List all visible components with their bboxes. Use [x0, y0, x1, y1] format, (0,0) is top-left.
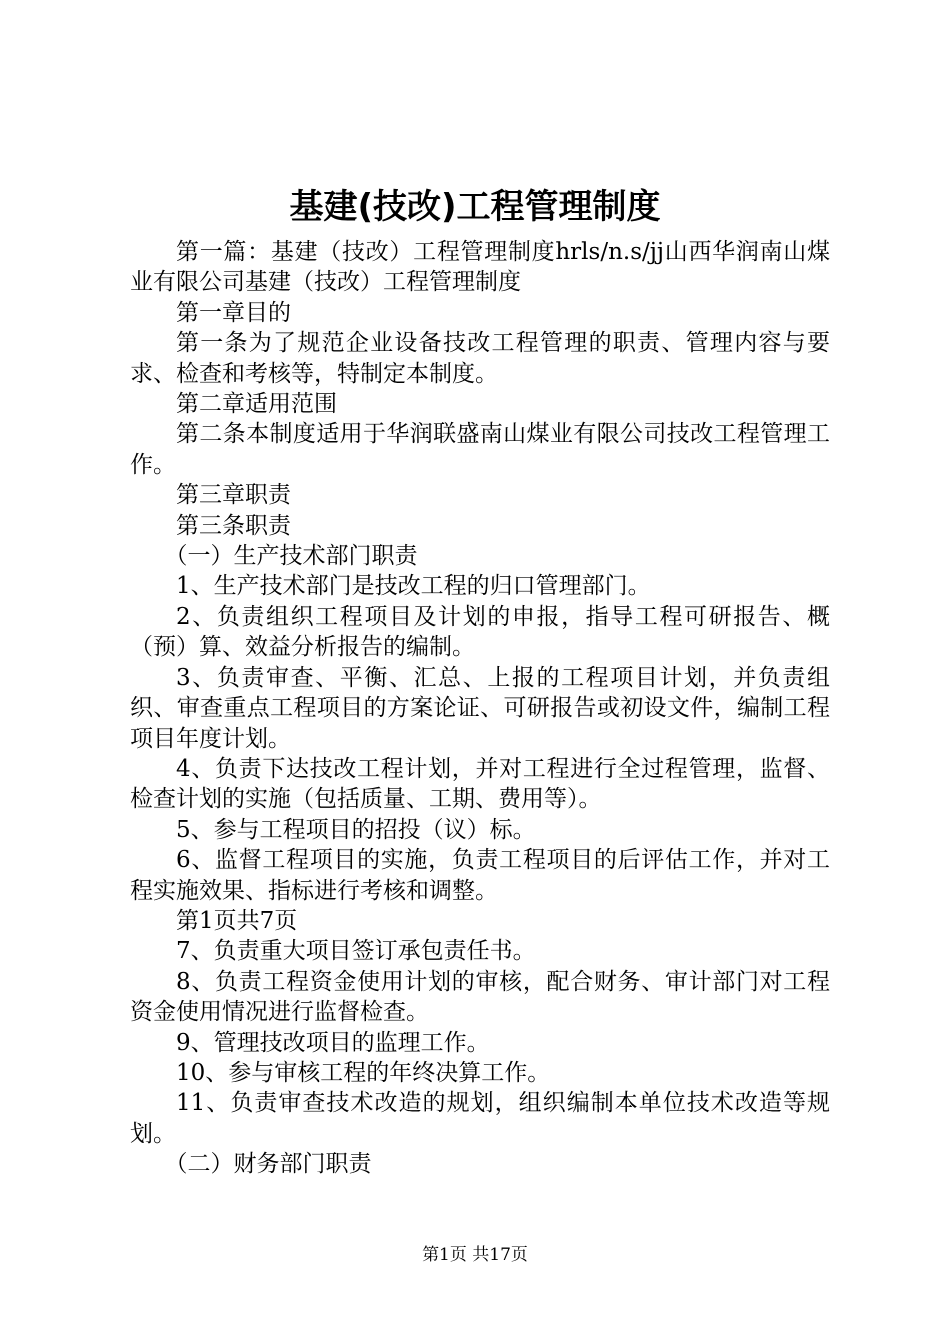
paragraph: 5、参与工程项目的招投（议）标。: [176, 816, 536, 843]
inline-page-marker: 第1页共7页: [176, 907, 298, 934]
paragraph: 6、监督工程项目的实施，负责工程项目的后评估工作，并对工程实施效果、指标进行考核和调整。: [130, 847, 830, 904]
document-body: [130, 237, 830, 1180]
paragraph: （二）财务部门职责: [164, 1151, 372, 1178]
paragraph: 7、负责重大项目签订承包责任书。: [176, 938, 536, 965]
paragraph: 2、负责组织工程项目及计划的申报，指导工程可研报告、概（预）算、效益分析报告的编制。: [130, 603, 830, 661]
page-footer: 第1页 共17页: [422, 1245, 528, 1265]
document-title: 基建(技改)工程管理制度: [289, 187, 661, 227]
paragraph: 8、负责工程资金使用计划的审核，配合财务、审计部门对工程资金使用情况进行监督检查。: [130, 968, 830, 1026]
paragraph: 第一章目的: [176, 299, 291, 326]
paragraph: （一）生产技术部门职责: [164, 543, 418, 570]
paragraph: 第三章职责: [176, 482, 291, 509]
paragraph: 第一条为了规范企业设备技改工程管理的职责、管理内容与要求、检查和考核等，特制定本制度。: [130, 330, 830, 387]
paragraph: 第一篇：基建（技改）工程管理制度hrls/n.s/jj山西华润南山煤业有限公司基建（技改）工程管理制度: [130, 239, 830, 296]
paragraph: 1、生产技术部门是技改工程的归口管理部门。: [176, 573, 651, 600]
paragraph: 10、参与审核工程的年终决算工作。: [176, 1059, 551, 1086]
paragraph: 第二章适用范围: [176, 391, 337, 418]
paragraph: 9、管理技改项目的监理工作。: [176, 1029, 490, 1056]
paragraph: 3、负责审查、平衡、汇总、上报的工程项目计划，并负责组织、审查重点工程项目的方案论证、可研报告或初设文件，编制工程项目年度计划。: [130, 664, 830, 752]
paragraph: 11、负责审查技术改造的规划，组织编制本单位技术改造等规划。: [130, 1090, 830, 1147]
paragraph: 第三条职责: [176, 512, 291, 539]
paragraph: 第二条本制度适用于华润联盛南山煤业有限公司技改工程管理工作。: [130, 421, 830, 478]
paragraph: 4、负责下达技改工程计划，并对工程进行全过程管理，监督、检查计划的实施（包括质量、工期、费用等）。: [130, 755, 830, 813]
